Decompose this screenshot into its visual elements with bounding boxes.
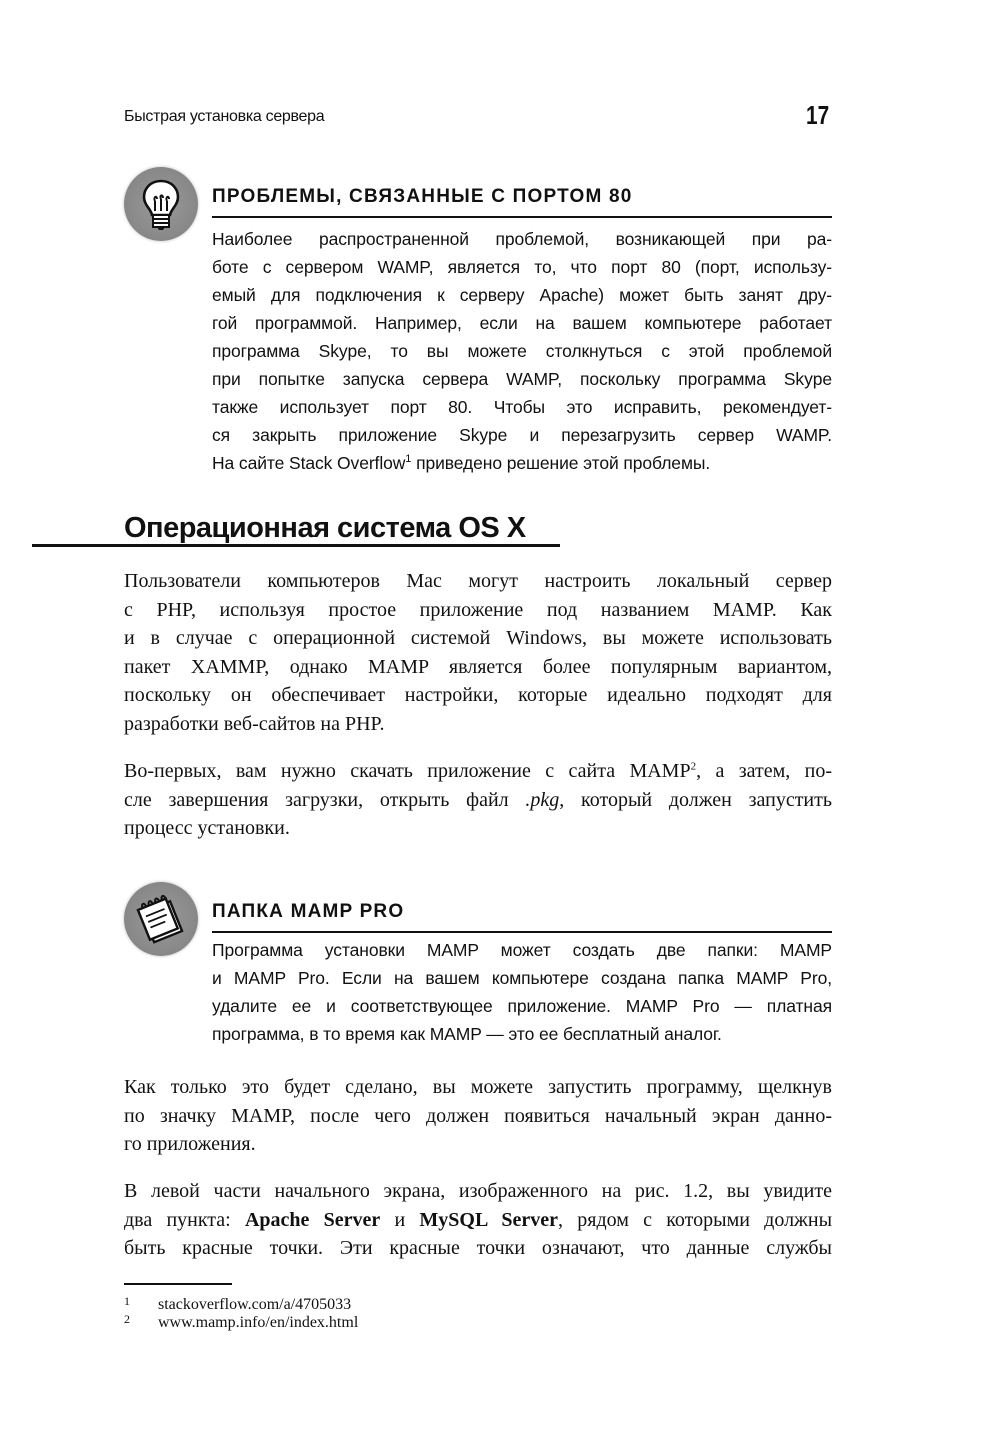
note-line: Наиболее распространенной проблемой, возникающей при ра-: [212, 229, 832, 249]
text-line: В левой части начального экрана, изображенного на рис. 1.2, вы увидите: [124, 1180, 832, 1202]
paragraph-2: [124, 757, 832, 843]
note-line: программа Skype, то вы можете столкнуться с этой проблемой: [212, 341, 832, 361]
note-body-port: [212, 225, 832, 477]
note-line: удалите ее и соответствующее приложение. MAMP Pro — платная: [212, 996, 832, 1016]
footnote-ref-1[interactable]: 1: [405, 453, 412, 466]
note-line: ся закрыть приложение Skype и перезагрузить сервер WAMP.: [212, 425, 832, 445]
footnote-link[interactable]: stackoverflow.com/a/4705033: [158, 1296, 352, 1313]
note-line: при попытке запуска сервера WAMP, поскольку программа Skype: [212, 369, 832, 389]
paragraph-1: [124, 567, 832, 738]
note-title-mamp: ПАПКА MAMP PRO: [212, 901, 405, 922]
footnote-number: 2: [124, 1312, 130, 1326]
note-line-last: На сайте Stack Overflow$^1$ приведено решение этой проблемы.: [212, 453, 711, 473]
text-line: и в случае с операционной системой Windows, вы можете использовать: [124, 627, 832, 649]
note-line: Программа установки MAMP может создать две папки: MAMP: [212, 940, 832, 960]
section-heading: Операционная система OS X: [124, 512, 526, 544]
text-line: го приложения.: [124, 1133, 256, 1155]
note-line: гой программой. Например, если на вашем компьютере работает: [212, 313, 832, 333]
note-line: емый для подключения к серверу Apache) может быть занят дру-: [212, 285, 832, 305]
notepad-icon: [124, 882, 198, 956]
text-line: поскольку он обеспечивает настройки, которые идеально подходят для: [124, 684, 832, 706]
note-rule: [212, 216, 832, 218]
footnote-link[interactable]: www.mamp.info/en/index.html: [158, 1314, 359, 1331]
text-line: Во-первых, вам нужно скачать приложение с сайта MAMP$^2$, а затем, по-: [124, 760, 832, 782]
text-line: пакет XAMMP, однако MAMP является более популярным вариантом,: [124, 655, 832, 678]
lightbulb-icon: [124, 167, 198, 241]
file-extension: .pkg: [525, 788, 560, 811]
text-line: сле завершения загрузки, открыть файл .pkg, который должен запустить: [124, 788, 832, 811]
text-line: Как только это будет сделано, вы можете запустить программу, щелкнув: [124, 1076, 832, 1098]
text-line: Пользователи компьютеров Mac могут настроить локальный сервер: [124, 570, 832, 592]
text-line: два пункта: Apache Server и MySQL Server, рядом с которыми должны: [124, 1208, 833, 1231]
paragraph-4: [124, 1177, 832, 1263]
note-line: и MAMP Pro. Если на вашем компьютере создана папка MAMP Pro,: [212, 968, 832, 988]
note-line: также использует порт 80. Чтобы это исправить, рекомендует-: [212, 397, 832, 417]
footnote-ref-2[interactable]: 2: [690, 760, 697, 773]
paragraph-3: [124, 1073, 832, 1159]
text-line: по значку MAMP, после чего должен появиться начальный экран данно-: [124, 1104, 832, 1127]
footnote-number: 1: [124, 1294, 130, 1308]
note-title-port: ПРОБЛЕМЫ, СВЯЗАННЫЕ С ПОРТОМ 80: [212, 186, 633, 207]
term-mysql-server: MySQL Server: [419, 1208, 559, 1231]
text-line: с PHP, используя простое приложение под названием MAMP. Как: [124, 598, 832, 621]
note-line: боте с сервером WAMP, является то, что порт 80 (порт, использу-: [212, 257, 832, 277]
term-apache-server: Apache Server: [244, 1208, 381, 1231]
note-rule: [212, 931, 832, 933]
page-number: 17: [806, 100, 830, 130]
text-line: быть красные точки. Эти красные точки означают, что данные службы: [124, 1237, 832, 1259]
section-rule: [32, 544, 560, 547]
text-line: процесс установки.: [124, 817, 290, 839]
running-title: Быстрая установка сервера: [124, 108, 325, 125]
footnote-rule: [124, 1283, 232, 1285]
note-body-mamp: [212, 936, 832, 1048]
note-line: программа, в то время как MAMP — это ее бесплатный аналог.: [212, 1024, 722, 1044]
text-line: разработки веб-сайтов на PHP.: [124, 712, 385, 735]
